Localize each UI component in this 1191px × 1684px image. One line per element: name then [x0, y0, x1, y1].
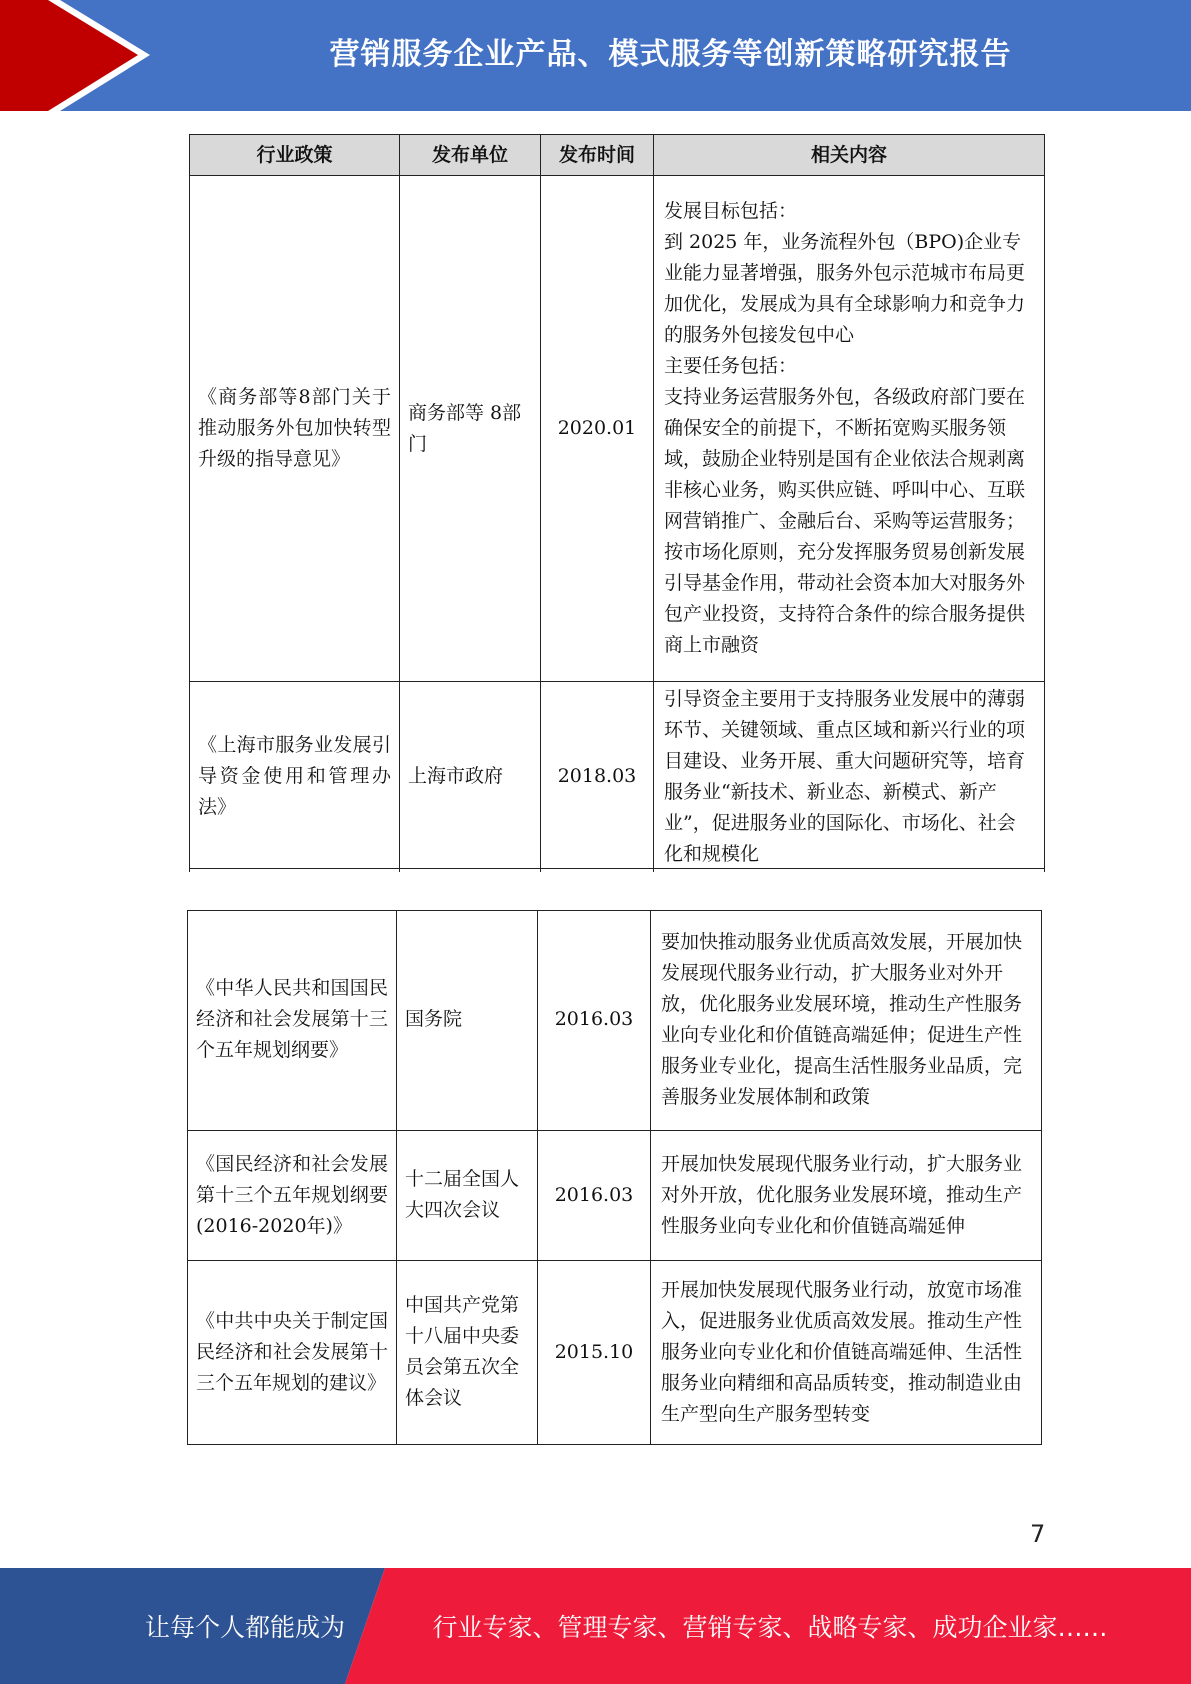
table-row	[190, 176, 1045, 682]
related-content	[651, 1260, 1042, 1444]
footer-slogan-left: 让每个人都能成为	[144, 1613, 345, 1642]
content-line: 到 2025 年，业务流程外包（BPO)企业专业能力显著增强，服务外包示范城市布局更加优化，发展成为具有全球影响力和竞争力的服务外包接发包中心	[664, 231, 1026, 346]
column-header-issuer: 发布单位	[400, 135, 541, 176]
column-header-date: 发布时间	[541, 135, 654, 176]
content-line: 引导资金主要用于支持服务业发展中的薄弱环节、关键领域、重点区域和新兴行业的项目建设、业务开展、重大问题研究等，培育服务业“新技术、新业态、新模式、新产业”，促进服务业的国际化、市场化、社会化和规模化	[664, 687, 1026, 865]
publish-date: 2016.03	[538, 1130, 651, 1260]
policy-name: 《上海市服务业发展引导资金使用和管理办法》	[190, 682, 400, 872]
table-row	[190, 682, 1045, 872]
content-line: 主要任务包括：	[664, 355, 798, 377]
policy-name: 《商务部等8部门关于推动服务外包加快转型升级的指导意见》	[190, 176, 400, 682]
policy-name: 《中华人民共和国国民经济和社会发展第十三个五年规划纲要》	[188, 910, 397, 1130]
publish-date: 2020.01	[541, 176, 654, 682]
content-line: 发展目标包括：	[664, 200, 798, 222]
related-content	[651, 1130, 1042, 1260]
report-title: 营销服务企业产品、模式服务等创新策略研究报告	[329, 36, 1012, 72]
table-header-row	[190, 135, 1045, 176]
table-row	[188, 1260, 1042, 1444]
policy-name: 《中共中央关于制定国民经济和社会发展第十三个五年规划的建议》	[188, 1260, 397, 1444]
table-row	[188, 1130, 1042, 1260]
issuer: 国务院	[397, 910, 538, 1130]
content-line: 开展加快发展现代服务业行动，扩大服务业对外开放，优化服务业发展环境，推动生产性服务业向专业化和价值链高端延伸	[661, 1152, 1023, 1237]
related-content	[654, 176, 1045, 682]
related-content	[651, 910, 1042, 1130]
issuer: 中国共产党第十八届中央委员会第五次全体会议	[397, 1260, 538, 1444]
policy-table-part-1	[189, 134, 1045, 872]
footer-slogan-right: 行业专家、管理专家、营销专家、战略专家、成功企业家……	[432, 1613, 1108, 1642]
publish-date: 2016.03	[538, 910, 651, 1130]
issuer: 商务部等 8部门	[400, 176, 541, 682]
page-header	[0, 0, 1191, 111]
related-content	[654, 682, 1045, 872]
column-header-policy: 行业政策	[190, 135, 400, 176]
content-line: 开展加快发展现代服务业行动，放宽市场准入，促进服务业优质高效发展。推动生产性服务业向专业化和价值链高端延伸、生活性服务业向精细和高品质转变，推动制造业由生产型向生产服务型转变	[661, 1278, 1023, 1425]
issuer: 十二届全国人大四次会议	[397, 1130, 538, 1260]
table-row	[188, 910, 1042, 1130]
table-divider	[189, 868, 1044, 870]
content-line: 按市场化原则，充分发挥服务贸易创新发展引导基金作用，带动社会资本加大对服务外包产业投资，支持符合条件的综合服务提供商上市融资	[664, 541, 1026, 656]
column-header-content: 相关内容	[654, 135, 1045, 176]
page-footer	[0, 1568, 1191, 1684]
publish-date: 2018.03	[541, 682, 654, 872]
content-line: 支持业务运营服务外包，各级政府部门要在确保安全的前提下，不断拓宽购买服务领域，鼓励企业特别是国有企业依法合规剥离非核心业务，购买供应链、呼叫中心、互联网营销推广、金融后台、采购等运营服务；	[664, 386, 1026, 532]
chevron-arrow-icon	[0, 0, 160, 111]
publish-date: 2015.10	[538, 1260, 651, 1444]
policy-table-part-2	[187, 910, 1042, 1445]
policy-name: 《国民经济和社会发展第十三个五年规划纲要(2016-2020年)》	[188, 1130, 397, 1260]
page-number: 7	[1030, 1520, 1046, 1548]
content-line: 要加快推动服务业优质高效发展，开展加快发展现代服务业行动，扩大服务业对外开放，优化服务业发展环境，推动生产性服务业向专业化和价值链高端延伸；促进生产性服务业专业化，提高生活性服务业品质，完善服务业发展体制和政策	[661, 930, 1023, 1108]
issuer: 上海市政府	[400, 682, 541, 872]
